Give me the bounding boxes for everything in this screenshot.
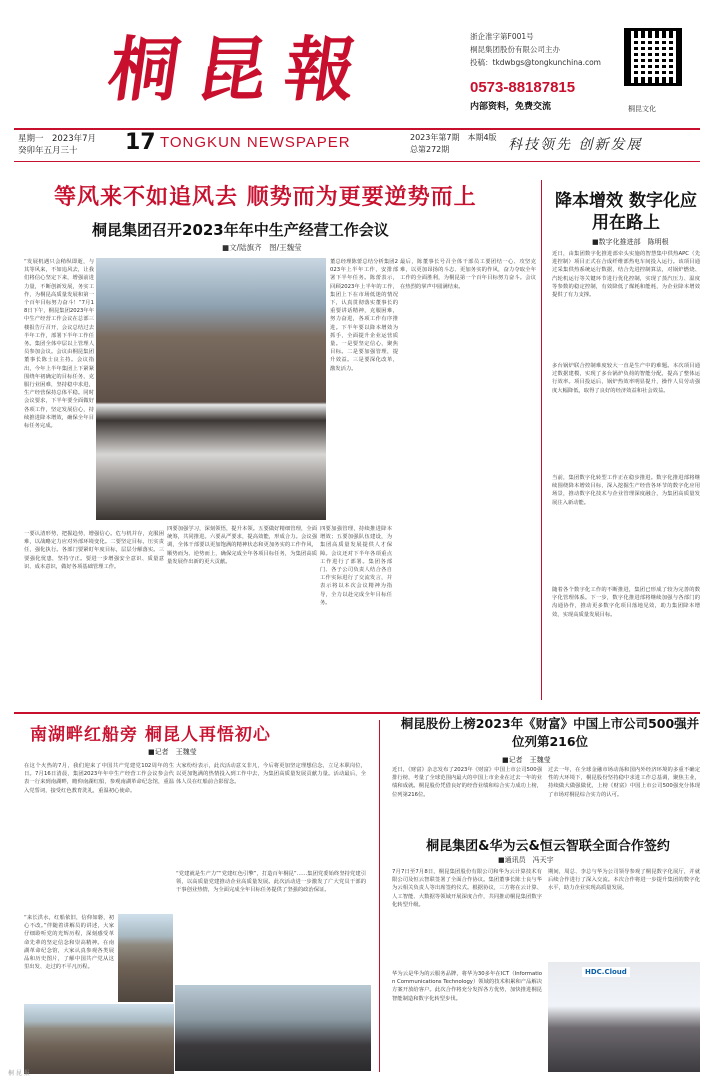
story2-headline[interactable]: 南湖畔红船旁 桐昆人再悟初心 (30, 725, 271, 745)
side-body-4: 随着各个数字化工作的不断推进，集团已形成了较为完善的数字化管理体系。下一步，数字化推进部将继续加强与各部门的沟通协作，推动更多数字化项目落地见效，助力集团降本增效，实现高质量发展目标。 (552, 587, 700, 618)
signing-banner-label: HDC.Cloud (582, 967, 630, 977)
qr-caption: 桐昆文化 (628, 105, 656, 113)
meeting-photo (96, 258, 326, 520)
lead-body-col3: 董总经理陈蕾总结分析集团2023年上半年工作，安排部署下半年任务。陈蕾表示，回顾2023年上半年的工作，集团上下在市场低迷的情况下，认真贯彻落实董事长的重要讲话精神，克服困难，努力奋进，各项工作有序推进。下半年要以降本增效为抓手，全面提升企业运营质量。一是要坚定信心，聚焦目标。二是要加强管理，提升效益。三是要深化改革，激发活力。 (330, 259, 398, 372)
column-divider-2 (379, 720, 380, 1072)
story2-body-4: “党建就是生产力”“党建红色引擎”，打造百年桐昆”……集团党委始终坚持党建引领，以高质量党建推动企业高质量发展。此次活动进一步激发了广大党员干部的干事创业热情，为全面完成全年目标任务提供了坚强的政治保证。 (176, 871, 366, 894)
story2-body-3: 大家纷纷表示，此次活动意义非凡，今后将更加坚定理想信念，立足本职岗位，以更加饱满的热情投入到工作中去，为集团高质量发展贡献力量。活动最后，全体人员在红船前合影留念。 (176, 763, 366, 786)
license-text: 浙企准字第F001号 (470, 32, 534, 41)
masthead-info (470, 30, 610, 69)
story3-body-1: 近日，《财富》杂志发布了2023年《财富》中国上市公司500强排行榜，考量了全球范围内最大的中国上市企业在过去一年的业绩和成就。桐昆股份凭借良好的经营业绩和综合实力成功上榜，位列第216位。 (392, 767, 542, 798)
section-divider (14, 712, 700, 714)
qr-code-icon (624, 28, 682, 86)
calligraphy-motto: 科技领先 创新发展 (508, 137, 643, 153)
story4-byline: ■通讯员 冯天宇 (498, 856, 554, 864)
masthead-slogan: 内部资料，免费交流 (470, 102, 552, 112)
story3-headline[interactable]: 桐昆股份上榜2023年《财富》中国上市公司500强并位列第216位 (400, 716, 700, 749)
tree-photo (118, 914, 173, 1002)
sponsor-text: 桐昆集团股份有限公司主办 (470, 45, 560, 54)
lead-body-col3b: 四要加强管理，持续推进降本增效；五要加强队伍建设，为集团高质量发展提供人才保障。会议还对下半年各项重点工作进行了部署。集团各部门、各子公司负责人结合各自工作实际进行了交流发言，并表示将以本次会议精神为指导，全力以赴完成全年目标任务。 (320, 526, 392, 606)
story2-body-1: 在这个火热的7月，我们迎来了中国共产党建党102周年的生日。7月16日清晨，集团2023年年中生产经营工作会议参会代表一行来到南湖畔，瞻仰南湖红船，参观南湖革命纪念馆，重温入党誓词，接受红色教育洗礼，重温初心使命。 (24, 763, 174, 794)
story4-body-1: 7月7日至7月8日，桐昆集团股份有限公司和华为云计算技术有限公司及恒云智联签署了全面合作协议。集团董事长陈士良与华为云相关负责人等出席签约仪式。根据协议，三方将在云计算、人工智能、大数据等领域开展深度合作，共同推动桐昆集团数字化转型升级。 (392, 869, 542, 908)
story4-body-2: 华为云是华为的云服务品牌，将华为30多年在ICT（Information Communications Technology）领域的技术积累和产品解决方案开放给客户。此次合作将充分发挥各方优势，加快推进桐昆智能制造和数字化转型步伐。 (392, 971, 542, 1002)
phone-number: 0573-88187815 (470, 79, 576, 96)
newspaper-logo: 桐昆報 (103, 28, 380, 111)
side-body-3: 当前，集团数字化转型工作正在稳步推进。数字化推进部将继续围绕降本增效目标，深入挖掘生产经营各环节的数字化应用场景，推动数字化技术与企业管理深度融合，为集团高质量发展注入新动能。 (552, 475, 700, 506)
signing-photo (548, 962, 700, 1072)
issue-text: 2023年第7期 本期4版 (410, 133, 497, 142)
total-issue-text: 总第272期 (410, 145, 450, 154)
lead-body-col1b: 一要认清形势，把握趋势，增强信心。危与机并存，克服困难，以战略定力应对外部环境变化。二要坚定目标，压实责任，强化执行。各部门要紧盯年度目标，层层分解落实。三要强化忧患，坚持守正。要进一步增强安全意识、质量意识、成本意识，做好各项基础管理工作。 (24, 531, 164, 570)
date-text: 星期一 2023年7月 (18, 134, 97, 144)
side-body-2: 多台锅炉联合控制难度较大一直是生产中的难题。本次项目通过数据建模，实现了多台锅炉负荷的智能分配，提高了整体运行效率。项目投运后，锅炉热效率明显提升，操作人员劳动强度大幅降低，取得了良好的经济效益和社会效益。 (552, 363, 700, 394)
lead-byline: ■文/陆旗齐 图/王魏莹 (222, 243, 302, 252)
story2-body-2: “来长洪水，红船依旧，信仰如磐，初心不改。”伴随着讲解员的讲述，大家仔细聆听党的光辉历程，深刻感受革命先辈的坚定信念和崇高精神。在南湖革命纪念馆，大家认真参观各类展品和历史图片，了解中国共产党从这里出发、走过的不平凡历程。 (24, 915, 114, 971)
story2-byline: ■记者 王魏莹 (148, 748, 197, 756)
paper-english-name: TONGKUN NEWSPAPER (160, 134, 351, 151)
story3-byline: ■记者 王魏莹 (502, 756, 551, 764)
story4-headline[interactable]: 桐昆集团&华为云&恒云智联全面合作签约 (426, 839, 670, 854)
lead-body-col1: “发展机遇只会稍纵即逝，与其等风来，不如追风去，让我们将信心坚定下来，增强前进力量，不断创新发展，务实工作，为桐昆高质量发展和第一个百年目标努力奋斗！”7月18日下午，桐昆集团2023年年中生产经营工作会议在总部三楼报告厅召开，会议总结过去半年工作，部署下半年工作任务。集团全体中层以上管理人员参加会议。会议由桐昆集团董事长陈士良主持。会议指出，今年上半年集团上下紧紧围绕年初确定的目标任务，克服行业困难，坚持稳中求进，生产经营保持总体平稳。同时会议要求，下半年要全面做好各项工作，坚定发展信心，持续推进降本增效，确保全年目标任务完成。 (24, 259, 94, 430)
side-headline[interactable]: 降本增效 数字化应用在路上 (555, 191, 697, 233)
side-body-1: 近日，由集团数字化推进部牵头实施的智慧集中供热APC（先进控制）项目正式在合成纤维部热电车间投入运行。该项目通过采集供热系统运行数据，结合先进控制算法，对锅炉燃烧、汽轮机运行等关键环节进行优化控制，实现了蒸汽压力、温度等参数的稳定控制，有效降低了煤耗和能耗，为企业降本增效提供了有力支撑。 (552, 251, 700, 299)
lunar-date-text: 癸卯年五月三十 (18, 146, 78, 156)
dateline-date (18, 133, 96, 157)
group-photo (175, 985, 371, 1071)
lead-subhead: 桐昆集团召开2023年年中生产经营工作会议 (92, 221, 389, 239)
email-text: 投稿：tkdwbgs@tongkunchina.com (470, 58, 601, 67)
lead-body-col4: 最后，陈董事长号召全体干部员工要团结一心、攻坚克难，以更加昂扬的斗志、更加务实的作风，奋力夺取全年工作的全面胜利，为桐昆第一个百年目标努力奋斗。会议在热烈的掌声中圆满结束。 (400, 259, 536, 290)
footer-mark: 桐 昆 报 (8, 1070, 30, 1077)
story4-body-3: 期间，周总、李总与华为公司领导参观了桐昆数字化展厅，并就后续合作进行了深入交流。本次合作将进一步提升集团的数字化水平，助力企业实现高质量发展。 (548, 869, 700, 892)
page-number: 17 (125, 130, 156, 155)
column-divider (541, 180, 542, 700)
story3-body-2: 过去一年，在全球金融市场动荡和国内外经济环境的多重不确定性的大环境下，桐昆股份坚持稳中求进工作总基调，聚焦主业，持续做大做强做优，上榜《财富》中国上市公司500强充分体现了市场对桐昆综合实力的认可。 (548, 767, 700, 798)
side-byline: ■数字化推进部 陈明根 (592, 238, 669, 246)
stamp-photo (24, 1004, 174, 1074)
lead-body-col2: 四要加强学习，深刻领悟，提升本领。五要做好精细管理，全面统筹，共同推进。六要从严要求，提高效能，形成合力。会议强调，全体干部要以更加饱满的精神状态和更加务实的工作作风，顺势而为、逆势而上，确保完成全年各项目标任务，为集团高质量发展作出新的更大贡献。 (167, 526, 317, 565)
issue-info (410, 132, 497, 156)
lead-headline[interactable]: 等风来不如追风去 顺势而为更要逆势而上 (54, 185, 477, 210)
